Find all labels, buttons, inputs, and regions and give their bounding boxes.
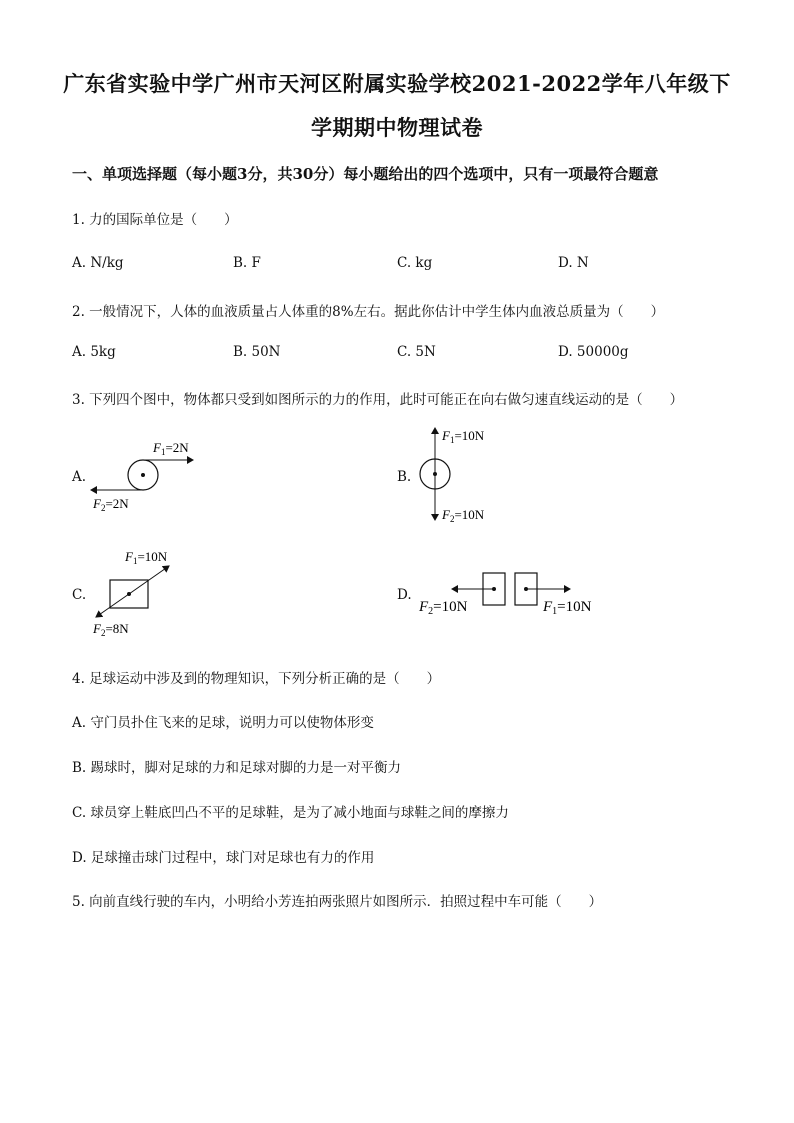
force-arrow-f2 — [96, 594, 129, 617]
q1-option-a[interactable]: A. N/kg — [72, 255, 124, 271]
force-label-f2: $F_2=8N$ — [93, 621, 129, 638]
q2-option-a[interactable]: A. 5kg — [72, 344, 116, 360]
q2-option-c[interactable]: C. 5N — [397, 344, 436, 360]
force-label-f1: $F_1=10N$ — [442, 428, 485, 445]
q3-figure-d — [415, 565, 615, 625]
q1-option-d[interactable]: D. N — [558, 255, 589, 271]
question-4: 4. 足球运动中涉及到的物理知识，下列分析正确的是（ ） — [72, 671, 441, 687]
q3-option-a-label[interactable]: A. — [72, 469, 87, 485]
question-1: 1. 力的国际单位是（ ） — [72, 212, 238, 228]
question-2: 2. 一般情况下，人体的血液质量占人体重的8%左右。据此你估计中学生体内血液总质量为（ ） — [72, 304, 665, 320]
force-label-f2: $F_2=10N$ — [419, 599, 468, 617]
section-heading: 一、单项选择题（每小题3分，共30分）每小题给出的四个选项中，只有一项最符合题意 — [72, 165, 659, 183]
center-dot — [141, 473, 145, 477]
q2-option-d[interactable]: D. 50000g — [558, 344, 629, 360]
q3-figure-c — [85, 545, 205, 640]
q4-option-c[interactable]: C. 球员穿上鞋底凹凸不平的足球鞋，是为了减小地面与球鞋之间的摩擦力 — [72, 805, 509, 821]
force-label-f1: $F_1=2N$ — [153, 440, 189, 457]
force-label-f1: $F_1=10N$ — [125, 549, 168, 566]
force-label-f2: $F_2=10N$ — [442, 507, 485, 524]
question-3: 3. 下列四个图中，物体都只受到如图所示的力的作用，此时可能正在向右做匀速直线运动的是（ ） — [72, 392, 684, 408]
question-5: 5. 向前直线行驶的车内，小明给小芳连拍两张照片如图所示．拍照过程中车可能（ ） — [72, 894, 603, 910]
force-label-f1: $F_1=10N$ — [543, 599, 592, 617]
q3-option-d-label[interactable]: D. — [397, 587, 412, 603]
q2-option-b[interactable]: B. 50N — [233, 344, 281, 360]
q3-figure-b — [405, 422, 525, 530]
exam-title-line1: 广东省实验中学广州市天河区附属实验学校2021-2022学年八年级下 — [63, 71, 731, 96]
q4-option-b[interactable]: B. 踢球时，脚对足球的力和足球对脚的力是一对平衡力 — [72, 760, 402, 776]
exam-title-line2: 学期期中物理试卷 — [311, 115, 483, 140]
q4-option-a[interactable]: A. 守门员扑住飞来的足球，说明力可以使物体形变 — [72, 715, 374, 731]
q1-option-b[interactable]: B. F — [233, 255, 261, 271]
q3-option-b-label[interactable]: B. — [397, 469, 412, 485]
q1-option-c[interactable]: C. kg — [397, 255, 433, 271]
q3-option-c-label[interactable]: C. — [72, 587, 87, 603]
q4-option-d[interactable]: D. 足球撞击球门过程中，球门对足球也有力的作用 — [72, 850, 375, 866]
q3-figure-a — [85, 432, 215, 517]
force-label-f2: $F_2=2N$ — [93, 496, 129, 513]
